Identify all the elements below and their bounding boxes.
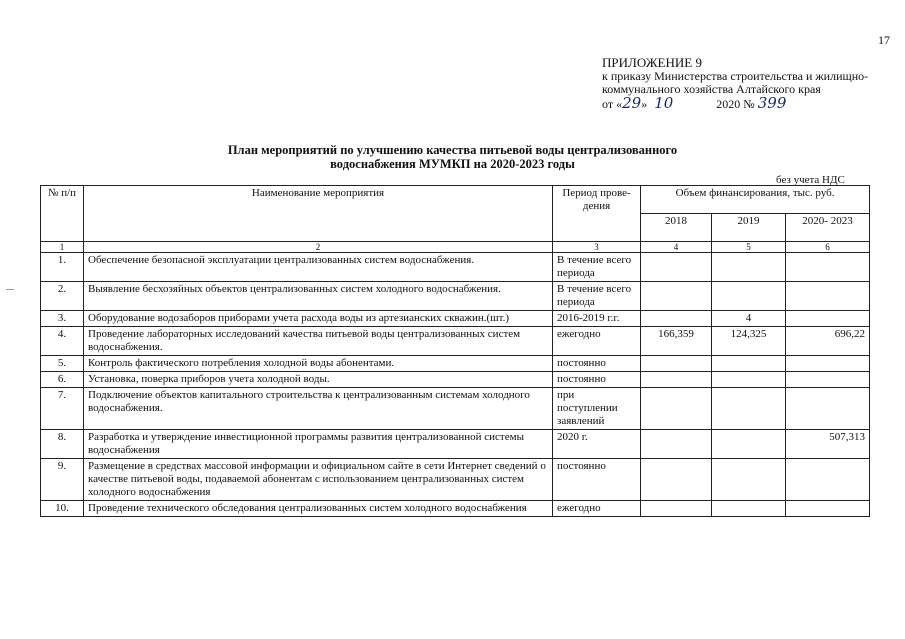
measure-period: ежегодно bbox=[553, 501, 641, 517]
measure-name: Проведение технического обследования централизованных систем холодного водоснабжения bbox=[84, 501, 553, 517]
row-number: 5. bbox=[41, 356, 84, 372]
row-number: 10. bbox=[41, 501, 84, 517]
funding-2018: 166,359 bbox=[641, 327, 712, 356]
title-line-1: План мероприятий по улучшению качества питьевой воды централизованного bbox=[227, 143, 678, 157]
funding-2018 bbox=[641, 459, 712, 501]
row-number: 1. bbox=[41, 253, 84, 282]
title-line-2: водоснабжения МУМКП на 2020-2023 годы bbox=[330, 157, 575, 171]
appendix-block bbox=[602, 56, 868, 111]
funding-2018 bbox=[641, 501, 712, 517]
funding-2018 bbox=[641, 430, 712, 459]
funding-2020-2023 bbox=[786, 388, 870, 430]
vat-note: без учета НДС bbox=[776, 174, 845, 186]
funding-2018 bbox=[641, 311, 712, 327]
measure-name: Подключение объектов капитального строительства к централизованным системам холодного водоснабжения. bbox=[84, 388, 553, 430]
funding-2020-2023 bbox=[786, 311, 870, 327]
header-period: Период прове- дения bbox=[553, 186, 641, 242]
funding-2018 bbox=[641, 282, 712, 311]
column-number: 1 bbox=[41, 242, 84, 253]
funding-2018 bbox=[641, 388, 712, 430]
funding-2020-2023 bbox=[786, 501, 870, 517]
header-name: Наименование мероприятия bbox=[84, 186, 553, 242]
measure-period: постоянно bbox=[553, 372, 641, 388]
row-number: 9. bbox=[41, 459, 84, 501]
measure-name: Оборудование водозаборов приборами учета расхода воды из артезианских скважин.(шт.) bbox=[84, 311, 553, 327]
appendix-line-1: к приказу Министерства строительства и жилищно- bbox=[602, 68, 869, 83]
table-row bbox=[41, 459, 870, 501]
row-number: 6. bbox=[41, 372, 84, 388]
page-number: 17 bbox=[878, 33, 890, 47]
funding-2019: 4 bbox=[712, 311, 786, 327]
measure-name: Разработка и утверждение инвестиционной программы развития централизованной системы водоснабжения bbox=[84, 430, 553, 459]
funding-2019 bbox=[712, 282, 786, 311]
funding-2019: 124,325 bbox=[712, 327, 786, 356]
document-title bbox=[0, 143, 905, 171]
column-number: 4 bbox=[641, 242, 712, 253]
funding-2020-2023: 696,22 bbox=[786, 327, 870, 356]
funding-2018 bbox=[641, 253, 712, 282]
row-number: 7. bbox=[41, 388, 84, 430]
column-number: 6 bbox=[786, 242, 870, 253]
column-numbers-row bbox=[41, 242, 870, 253]
funding-2020-2023 bbox=[786, 356, 870, 372]
header-2018: 2018 bbox=[641, 214, 712, 242]
row-number: 3. bbox=[41, 311, 84, 327]
table-row bbox=[41, 327, 870, 356]
measure-period: постоянно bbox=[553, 356, 641, 372]
measure-period: 2020 г. bbox=[553, 430, 641, 459]
measure-name: Выявление бесхозяйных объектов централизованных систем холодного водоснабжения. bbox=[84, 282, 553, 311]
table-row bbox=[41, 372, 870, 388]
measure-period: В течение всего периода bbox=[553, 282, 641, 311]
table-row bbox=[41, 501, 870, 517]
appendix-line-2: коммунального хозяйства Алтайского края bbox=[602, 82, 821, 96]
header-funding: Объем финансирования, тыс. руб. bbox=[641, 186, 870, 214]
measure-period: В течение всего периода bbox=[553, 253, 641, 282]
measure-name: Контроль фактического потребления холодной воды абонентами. bbox=[84, 356, 553, 372]
funding-2020-2023 bbox=[786, 253, 870, 282]
date-mid: » bbox=[641, 96, 648, 111]
measure-period: постоянно bbox=[553, 459, 641, 501]
handwritten-month: 10 bbox=[654, 93, 674, 112]
measure-period: при поступлении заявлений bbox=[553, 388, 641, 430]
measure-name: Проведение лабораторных исследований качества питьевой воды централизованных систем водоснабжения. bbox=[84, 327, 553, 356]
funding-2020-2023: 507,313 bbox=[786, 430, 870, 459]
column-number: 3 bbox=[553, 242, 641, 253]
table-row bbox=[41, 311, 870, 327]
funding-2020-2023 bbox=[786, 282, 870, 311]
margin-mark bbox=[6, 289, 14, 290]
header-2019: 2019 bbox=[712, 214, 786, 242]
measure-period: ежегодно bbox=[553, 327, 641, 356]
table-row bbox=[41, 282, 870, 311]
date-year: 2020 № bbox=[716, 96, 755, 111]
date-prefix: от « bbox=[602, 96, 623, 111]
funding-2019 bbox=[712, 372, 786, 388]
funding-2019 bbox=[712, 388, 786, 430]
funding-2019 bbox=[712, 501, 786, 517]
funding-2019 bbox=[712, 253, 786, 282]
row-number: 2. bbox=[41, 282, 84, 311]
measures-table bbox=[40, 185, 870, 517]
column-number: 5 bbox=[712, 242, 786, 253]
column-number: 2 bbox=[84, 242, 553, 253]
funding-2020-2023 bbox=[786, 459, 870, 501]
table-row bbox=[41, 388, 870, 430]
measure-name: Размещение в средствах массовой информации и официальном сайте в сети Интернет сведений о качестве питьевой воды, подаваемой абонентам с использованием централизованных систем холодного водоснабжения bbox=[84, 459, 553, 501]
table-row bbox=[41, 430, 870, 459]
funding-2018 bbox=[641, 372, 712, 388]
funding-2020-2023 bbox=[786, 372, 870, 388]
row-number: 8. bbox=[41, 430, 84, 459]
handwritten-order-number: 399 bbox=[757, 93, 787, 112]
appendix-date-line bbox=[602, 93, 868, 112]
table-row bbox=[41, 253, 870, 282]
funding-2019 bbox=[712, 430, 786, 459]
funding-2019 bbox=[712, 356, 786, 372]
header-2020-2023: 2020- 2023 bbox=[786, 214, 870, 242]
funding-2018 bbox=[641, 356, 712, 372]
measure-period: 2016-2019 г.г. bbox=[553, 311, 641, 327]
appendix-title: ПРИЛОЖЕНИЕ 9 bbox=[602, 55, 702, 70]
funding-2019 bbox=[712, 459, 786, 501]
handwritten-day: 29 bbox=[622, 93, 642, 112]
row-number: 4. bbox=[41, 327, 84, 356]
measure-name: Обеспечение безопасной эксплуатации централизованных систем водоснабжения. bbox=[84, 253, 553, 282]
header-num: № п/п bbox=[41, 186, 84, 242]
table-row bbox=[41, 356, 870, 372]
measure-name: Установка, поверка приборов учета холодной воды. bbox=[84, 372, 553, 388]
